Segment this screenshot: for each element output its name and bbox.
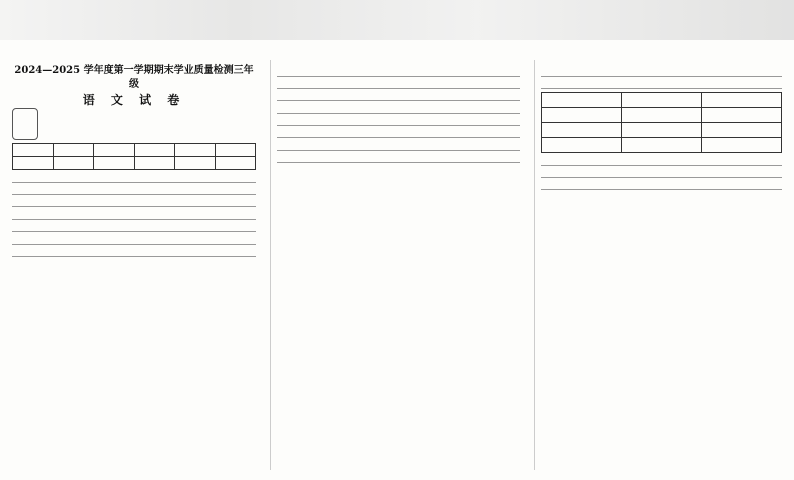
answer-line[interactable] [277, 116, 520, 126]
score-cell [134, 157, 175, 170]
score-table [12, 143, 256, 170]
answer-line[interactable] [277, 91, 520, 101]
intro-block [12, 108, 256, 140]
lit-header [622, 93, 702, 108]
score-cell [53, 157, 94, 170]
score-header [134, 144, 175, 157]
answer-line[interactable] [541, 180, 782, 190]
answer-line[interactable] [12, 185, 256, 195]
score-cell [175, 157, 216, 170]
score-header [94, 144, 135, 157]
score-cell [13, 157, 54, 170]
answer-line[interactable] [12, 210, 256, 220]
answer-line[interactable] [277, 67, 520, 77]
answer-line[interactable] [541, 156, 782, 166]
answer-line[interactable] [277, 128, 520, 138]
answer-line[interactable] [541, 168, 782, 178]
exam-title: 2024—2025 学年度第一学期期末学业质量检测三年级 [14, 65, 254, 90]
answer-line[interactable] [541, 79, 782, 89]
score-header [13, 144, 54, 157]
score-header [53, 144, 94, 157]
scan-shadow [0, 0, 794, 40]
answer-line[interactable] [277, 104, 520, 114]
lit-cell[interactable] [622, 123, 702, 138]
score-header [215, 144, 256, 157]
lit-cell[interactable] [542, 123, 622, 138]
lit-cell[interactable] [702, 108, 782, 123]
column-1 [6, 60, 262, 470]
answer-line[interactable] [12, 173, 256, 183]
score-cell [215, 157, 256, 170]
lit-cell[interactable] [702, 138, 782, 153]
answer-line[interactable] [12, 197, 256, 207]
lit-cell[interactable] [622, 138, 702, 153]
mascot-icon [12, 108, 38, 140]
answer-line[interactable] [277, 141, 520, 151]
answer-line[interactable] [541, 67, 782, 77]
column-2 [270, 60, 526, 470]
lit-cell[interactable] [622, 108, 702, 123]
exam-subtitle: 语 文 试 卷 [82, 93, 186, 107]
answer-line[interactable] [277, 79, 520, 89]
answer-line[interactable] [12, 247, 256, 257]
lit-header [702, 93, 782, 108]
answer-line[interactable] [12, 235, 256, 245]
literature-table [541, 92, 782, 153]
lit-cell[interactable] [702, 123, 782, 138]
lit-header [542, 93, 622, 108]
answer-line[interactable] [277, 153, 520, 163]
lit-cell[interactable] [542, 108, 622, 123]
score-header [175, 144, 216, 157]
answer-line[interactable] [12, 222, 256, 232]
score-cell [94, 157, 135, 170]
column-3 [534, 60, 788, 470]
lit-cell[interactable] [542, 138, 622, 153]
